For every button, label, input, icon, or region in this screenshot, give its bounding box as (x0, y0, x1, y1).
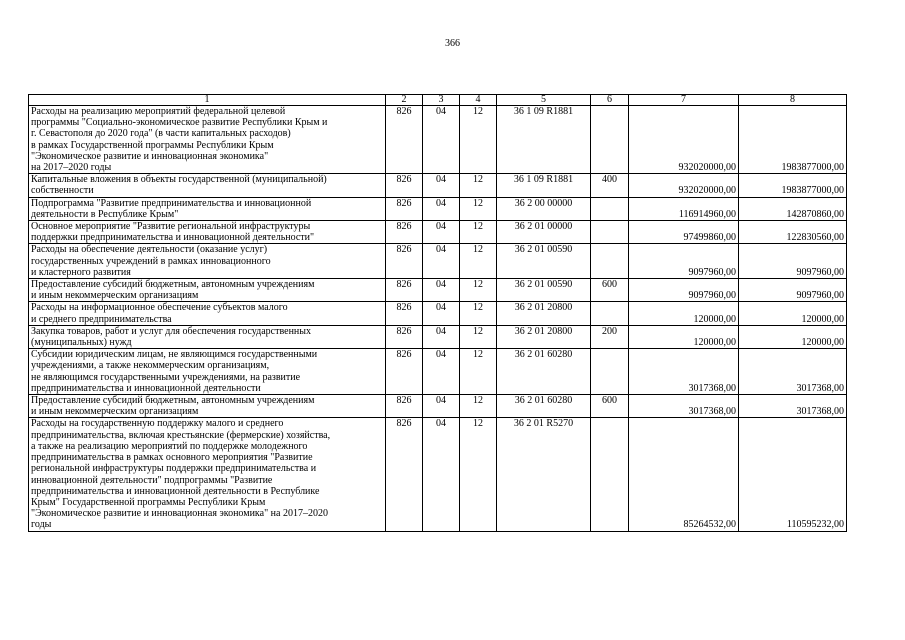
ministry-code-cell: 826 (386, 174, 423, 197)
section-code-cell: 04 (423, 106, 460, 174)
target-article-cell: 36 2 01 20800 (497, 325, 591, 348)
table-row (29, 349, 847, 395)
ministry-code-cell: 826 (386, 197, 423, 220)
section-code-cell: 04 (423, 279, 460, 302)
target-article-cell: 36 2 01 60280 (497, 349, 591, 395)
expense-type-cell (591, 244, 629, 279)
column-header: 3 (423, 95, 460, 106)
table-row (29, 106, 847, 174)
subsection-code-cell: 12 (460, 349, 497, 395)
amount-2020-cell: 1983877000,00 (739, 174, 847, 197)
subsection-code-cell: 12 (460, 106, 497, 174)
table-row (29, 279, 847, 302)
amount-2019-cell: 97499860,00 (629, 221, 739, 244)
target-article-cell: 36 1 09 R1881 (497, 174, 591, 197)
subsection-code-cell: 12 (460, 418, 497, 531)
amount-2019-cell: 932020000,00 (629, 174, 739, 197)
amount-2020-cell: 9097960,00 (739, 279, 847, 302)
amount-2020-cell: 120000,00 (739, 302, 847, 325)
ministry-code-cell: 826 (386, 302, 423, 325)
subsection-code-cell: 12 (460, 221, 497, 244)
row-name-cell: Расходы на реализацию мероприятий федеральной целевой программы "Социально-экономическое развитие Республики Крым и г. Севастополя до 2020 года" (в части капитальных расходов) в рамках Государственной программы Республики Крым "Экономическое развитие и инновационная экономика" на 2017–2020 годы (29, 106, 386, 174)
table-row (29, 418, 847, 531)
amount-2019-cell: 3017368,00 (629, 395, 739, 418)
table-row (29, 302, 847, 325)
target-article-cell: 36 2 01 20800 (497, 302, 591, 325)
column-header: 7 (629, 95, 739, 106)
target-article-cell: 36 2 00 00000 (497, 197, 591, 220)
section-code-cell: 04 (423, 244, 460, 279)
row-name-cell: Предоставление субсидий бюджетным, автономным учреждениям и иным некоммерческим организациям (29, 279, 386, 302)
subsection-code-cell: 12 (460, 174, 497, 197)
amount-2020-cell: 142870860,00 (739, 197, 847, 220)
row-name-cell: Расходы на обеспечение деятельности (оказание услуг) государственных учреждений в рамках инновационного и кластерного развития (29, 244, 386, 279)
amount-2019-cell: 9097960,00 (629, 244, 739, 279)
budget-table (28, 94, 847, 532)
section-code-cell: 04 (423, 418, 460, 531)
section-code-cell: 04 (423, 197, 460, 220)
ministry-code-cell: 826 (386, 244, 423, 279)
table-row (29, 174, 847, 197)
target-article-cell: 36 1 09 R1881 (497, 106, 591, 174)
amount-2019-cell: 116914960,00 (629, 197, 739, 220)
expense-type-cell: 200 (591, 325, 629, 348)
expense-type-cell: 400 (591, 174, 629, 197)
amount-2019-cell: 120000,00 (629, 325, 739, 348)
section-code-cell: 04 (423, 174, 460, 197)
table-row (29, 325, 847, 348)
table-row (29, 221, 847, 244)
row-name-cell: Предоставление субсидий бюджетным, автономным учреждениям и иным некоммерческим организациям (29, 395, 386, 418)
amount-2020-cell: 3017368,00 (739, 395, 847, 418)
ministry-code-cell: 826 (386, 349, 423, 395)
expense-type-cell (591, 221, 629, 244)
table-row (29, 197, 847, 220)
amount-2020-cell: 3017368,00 (739, 349, 847, 395)
subsection-code-cell: 12 (460, 302, 497, 325)
page-number: 366 (445, 38, 460, 49)
expense-type-cell (591, 106, 629, 174)
expense-type-cell (591, 302, 629, 325)
table-row (29, 395, 847, 418)
subsection-code-cell: 12 (460, 197, 497, 220)
ministry-code-cell: 826 (386, 221, 423, 244)
row-name-cell: Расходы на информационное обеспечение субъектов малого и среднего предпринимательства (29, 302, 386, 325)
section-code-cell: 04 (423, 349, 460, 395)
ministry-code-cell: 826 (386, 395, 423, 418)
column-header: 4 (460, 95, 497, 106)
target-article-cell: 36 2 01 00590 (497, 279, 591, 302)
subsection-code-cell: 12 (460, 279, 497, 302)
expense-type-cell (591, 418, 629, 531)
section-code-cell: 04 (423, 302, 460, 325)
row-name-cell: Подпрограмма "Развитие предпринимательства и инновационной деятельности в Республике Крым" (29, 197, 386, 220)
amount-2019-cell: 932020000,00 (629, 106, 739, 174)
row-name-cell: Закупка товаров, работ и услуг для обеспечения государственных (муниципальных) нужд (29, 325, 386, 348)
target-article-cell: 36 2 01 R5270 (497, 418, 591, 531)
expense-type-cell: 600 (591, 279, 629, 302)
amount-2020-cell: 110595232,00 (739, 418, 847, 531)
ministry-code-cell: 826 (386, 106, 423, 174)
section-code-cell: 04 (423, 221, 460, 244)
amount-2020-cell: 9097960,00 (739, 244, 847, 279)
row-name-cell: Основное мероприятие "Развитие региональной инфраструктуры поддержки предпринимательства и инновационной деятельности" (29, 221, 386, 244)
amount-2019-cell: 3017368,00 (629, 349, 739, 395)
amount-2019-cell: 120000,00 (629, 302, 739, 325)
row-name-cell: Расходы на государственную поддержку малого и среднего предпринимательства, включая крестьянские (фермерские) хозяйства, а также на реализацию мероприятий по поддержке молодежного предпринимательства в рамках основного мероприятия "Развитие региональной инфраструктуры поддержки предпринимательства и инновационной деятельности" подпрограммы "Развитие предпринимательства и инновационной деятельности в Республике Крым" Государственной программы Республики Крым "Экономическое развитие и инновационная экономика" на 2017–2020 годы (29, 418, 386, 531)
table-header-row (29, 95, 847, 106)
column-header: 6 (591, 95, 629, 106)
column-header: 1 (29, 95, 386, 106)
column-header: 2 (386, 95, 423, 106)
amount-2019-cell: 85264532,00 (629, 418, 739, 531)
subsection-code-cell: 12 (460, 244, 497, 279)
ministry-code-cell: 826 (386, 279, 423, 302)
ministry-code-cell: 826 (386, 325, 423, 348)
target-article-cell: 36 2 01 60280 (497, 395, 591, 418)
expense-type-cell: 600 (591, 395, 629, 418)
expense-type-cell (591, 349, 629, 395)
table-row (29, 244, 847, 279)
column-header: 8 (739, 95, 847, 106)
expense-type-cell (591, 197, 629, 220)
subsection-code-cell: 12 (460, 325, 497, 348)
ministry-code-cell: 826 (386, 418, 423, 531)
subsection-code-cell: 12 (460, 395, 497, 418)
column-header: 5 (497, 95, 591, 106)
amount-2020-cell: 120000,00 (739, 325, 847, 348)
row-name-cell: Капитальные вложения в объекты государственной (муниципальной) собственности (29, 174, 386, 197)
section-code-cell: 04 (423, 325, 460, 348)
target-article-cell: 36 2 01 00590 (497, 244, 591, 279)
target-article-cell: 36 2 01 00000 (497, 221, 591, 244)
amount-2020-cell: 1983877000,00 (739, 106, 847, 174)
section-code-cell: 04 (423, 395, 460, 418)
amount-2019-cell: 9097960,00 (629, 279, 739, 302)
amount-2020-cell: 122830560,00 (739, 221, 847, 244)
row-name-cell: Субсидии юридическим лицам, не являющимся государственными учреждениями, а также некоммерческим организациям, не являющимся государственными учреждениями, на развитие предпринимательства и инновационной деятельности (29, 349, 386, 395)
